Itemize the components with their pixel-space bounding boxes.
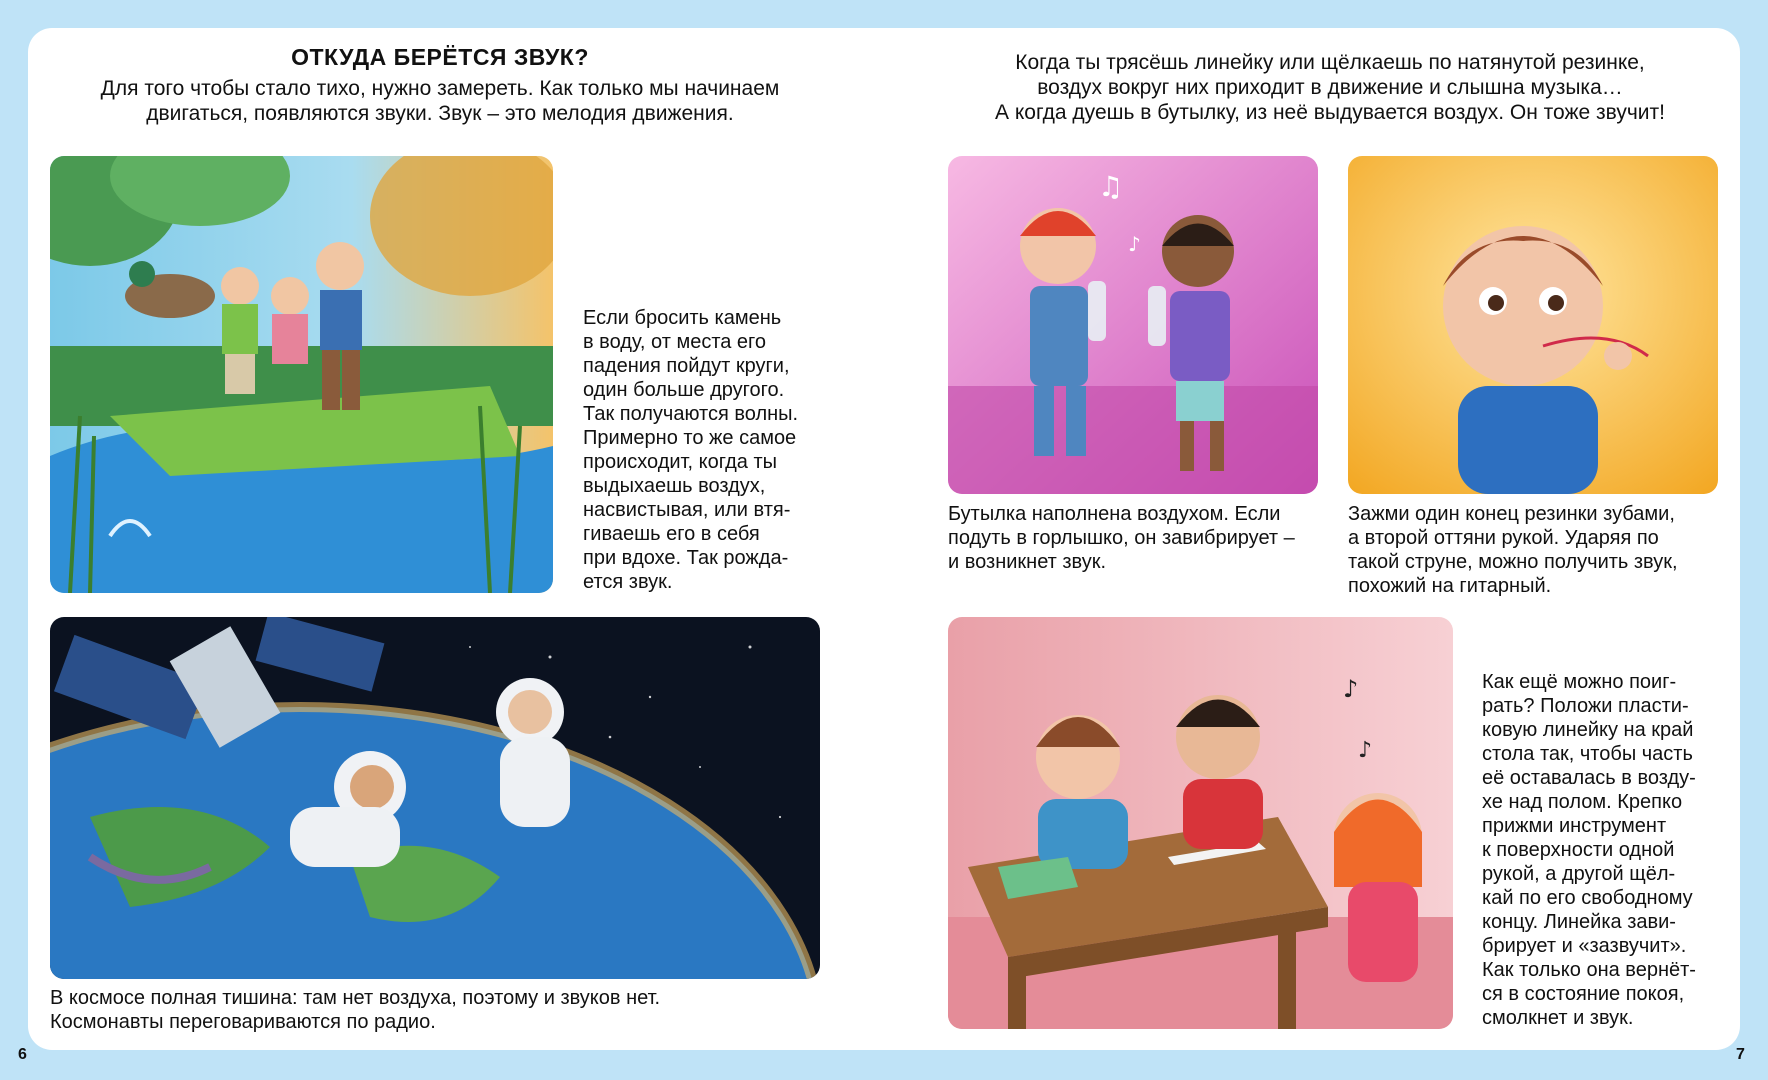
- text-line: а второй оттяни рукой. Ударяя по: [1348, 527, 1659, 549]
- ruler-text: [1482, 670, 1732, 1030]
- text-line: Космонавты переговариваются по радио.: [50, 1011, 436, 1033]
- duck-pond-illustration: [50, 156, 553, 593]
- text-line: Как ещё можно поиг-: [1482, 671, 1677, 693]
- svg-text:♪: ♪: [1343, 675, 1359, 703]
- text-line: и возникнет звук.: [948, 551, 1107, 573]
- page-title: ОТКУДА БЕРЁТСЯ ЗВУК?: [291, 44, 589, 70]
- text-line: выдыхаешь воздух,: [583, 475, 766, 497]
- text-line: происходит, когда ты: [583, 451, 777, 473]
- text-line: ся в состояние покоя,: [1482, 983, 1685, 1005]
- bottle-blowing-illustration: [948, 156, 1318, 494]
- bottle-caption: [948, 502, 1328, 574]
- text-line: подуть в горлышко, он завибрирует –: [948, 527, 1295, 549]
- text-line: ется звук.: [583, 571, 673, 593]
- ruler-table-illustration: [948, 617, 1453, 1029]
- text-line: Как только она вернёт-: [1482, 959, 1696, 981]
- text-line: прижми инструмент: [1482, 815, 1667, 837]
- text-line: к поверхности одной: [1482, 839, 1675, 861]
- text-line: Для того чтобы стало тихо, нужно замереть. Как только мы начинаем: [100, 77, 780, 100]
- right-intro-text: [940, 50, 1720, 126]
- svg-text:♫: ♫: [1098, 170, 1124, 203]
- left-intro-text: [40, 76, 840, 126]
- svg-text:♪: ♪: [1358, 738, 1373, 763]
- text-line: один больше другого.: [583, 379, 785, 401]
- text-line: в воду, от места его: [583, 331, 767, 353]
- text-line: хе над полом. Крепко: [1482, 791, 1683, 813]
- text-line: рать? Положи пласти-: [1482, 695, 1689, 717]
- rubber-band-illustration: [1348, 156, 1718, 494]
- text-line: В космосе полная тишина: там нет воздуха, поэтому и звуков нет.: [50, 987, 661, 1009]
- text-line: при вдохе. Так рожда-: [583, 547, 789, 569]
- text-line: такой струне, можно получить звук,: [1348, 551, 1678, 573]
- text-line: рукой, а другой щёл-: [1482, 863, 1676, 885]
- text-line: её оставалась в возду-: [1482, 767, 1696, 789]
- svg-text:♪: ♪: [1128, 232, 1141, 256]
- text-line: Зажми один конец резинки зубами,: [1348, 503, 1675, 525]
- text-line: Если бросить камень: [583, 307, 782, 329]
- text-line: Бутылка наполнена воздухом. Если: [948, 503, 1281, 525]
- text-line: двигаться, появляются звуки. Звук – это мелодия движения.: [146, 102, 734, 126]
- text-line: брирует и «зазвучит».: [1482, 935, 1687, 957]
- page-number-left: 6: [18, 1046, 27, 1063]
- text-line: стола так, чтобы часть: [1482, 743, 1693, 765]
- space-caption: [50, 986, 830, 1034]
- text-line: концу. Линейка зави-: [1482, 911, 1676, 933]
- text-line: Когда ты трясёшь линейку или щёлкаешь по натянутой резинке,: [1015, 51, 1645, 74]
- text-line: ковую линейку на край: [1482, 719, 1694, 741]
- text-line: насвистывая, или втя-: [583, 499, 791, 521]
- page-number-right: 7: [1736, 1046, 1745, 1063]
- rubber-caption: [1348, 502, 1738, 598]
- text-line: похожий на гитарный.: [1348, 575, 1552, 597]
- text-line: Примерно то же самое: [583, 427, 797, 449]
- text-line: воздух вокруг них приходит в движение и слышна музыка…: [1037, 76, 1623, 100]
- text-line: падения пойдут круги,: [583, 355, 790, 377]
- text-line: Так получаются волны.: [583, 403, 799, 425]
- text-line: смолкнет и звук.: [1482, 1007, 1634, 1029]
- waves-text: [583, 306, 823, 594]
- text-line: А когда дуешь в бутылку, из неё выдувается воздух. Он тоже звучит!: [995, 101, 1665, 125]
- text-line: гиваешь его в себя: [583, 523, 760, 545]
- astronauts-illustration: [50, 617, 820, 979]
- text-line: кай по его свободному: [1482, 887, 1693, 909]
